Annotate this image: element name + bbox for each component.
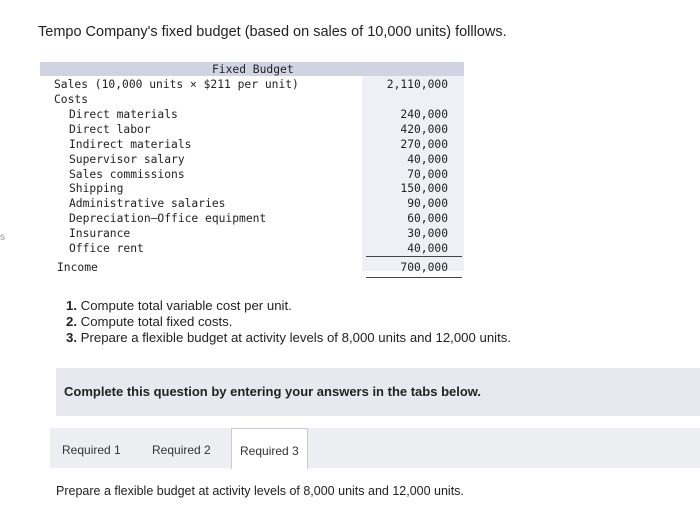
- edge-fragment: s: [0, 232, 5, 243]
- cost-item-value: 40,000: [407, 242, 448, 255]
- cost-item-label: Direct materials: [69, 108, 178, 121]
- cost-item-label: Indirect materials: [69, 138, 192, 151]
- table-header-title: Fixed Budget: [212, 63, 294, 76]
- income-value: 700,000: [400, 261, 448, 274]
- cost-item-value: 90,000: [407, 197, 448, 210]
- total-rule-bottom: [366, 277, 462, 278]
- cost-item-label: Office rent: [69, 242, 144, 255]
- cost-item-value: 30,000: [407, 227, 448, 240]
- cost-item-value: 150,000: [400, 182, 448, 195]
- tab-required-2[interactable]: Required 2: [152, 443, 211, 457]
- costs-label: Costs: [54, 93, 89, 106]
- cost-item-value: 240,000: [400, 108, 448, 121]
- cost-item-label: Shipping: [69, 182, 124, 195]
- cost-item-label: Depreciation—Office equipment: [69, 212, 267, 225]
- cost-item-label: Administrative salaries: [69, 197, 226, 210]
- instruction-item: 1. Compute total variable cost per unit.: [66, 298, 292, 313]
- instructions-list: [66, 298, 511, 346]
- cost-item-label: Insurance: [69, 227, 131, 240]
- cost-item-value: 420,000: [400, 123, 448, 136]
- cost-item-value: 60,000: [407, 212, 448, 225]
- cost-item-label: Direct labor: [69, 123, 151, 136]
- cost-item-label: Sales commissions: [69, 168, 185, 181]
- instruction-item: 2. Compute total fixed costs.: [66, 314, 233, 329]
- complete-question-text: Complete this question by entering your answers in the tabs below.: [64, 384, 482, 399]
- cost-item-value: 270,000: [400, 138, 448, 151]
- cost-item-value: 70,000: [407, 168, 448, 181]
- tab-required-1[interactable]: Required 1: [62, 443, 121, 457]
- cost-item-label: Supervisor salary: [69, 153, 185, 166]
- tab-prompt-text: Prepare a flexible budget at activity levels of 8,000 units and 12,000 units.: [56, 484, 464, 498]
- intro-text: Tempo Company's fixed budget (based on sales of 10,000 units) folllows.: [38, 24, 507, 40]
- cost-item-value: 40,000: [407, 153, 448, 166]
- tab-required-3[interactable]: Required 3: [231, 428, 308, 469]
- sales-label: Sales (10,000 units × $211 per unit): [54, 78, 299, 91]
- sales-value: 2,110,000: [386, 78, 448, 91]
- total-rule-top: [366, 256, 462, 257]
- instruction-item: 3. Prepare a flexible budget at activity levels of 8,000 units and 12,000 units.: [66, 330, 512, 345]
- income-label: Income: [57, 261, 98, 274]
